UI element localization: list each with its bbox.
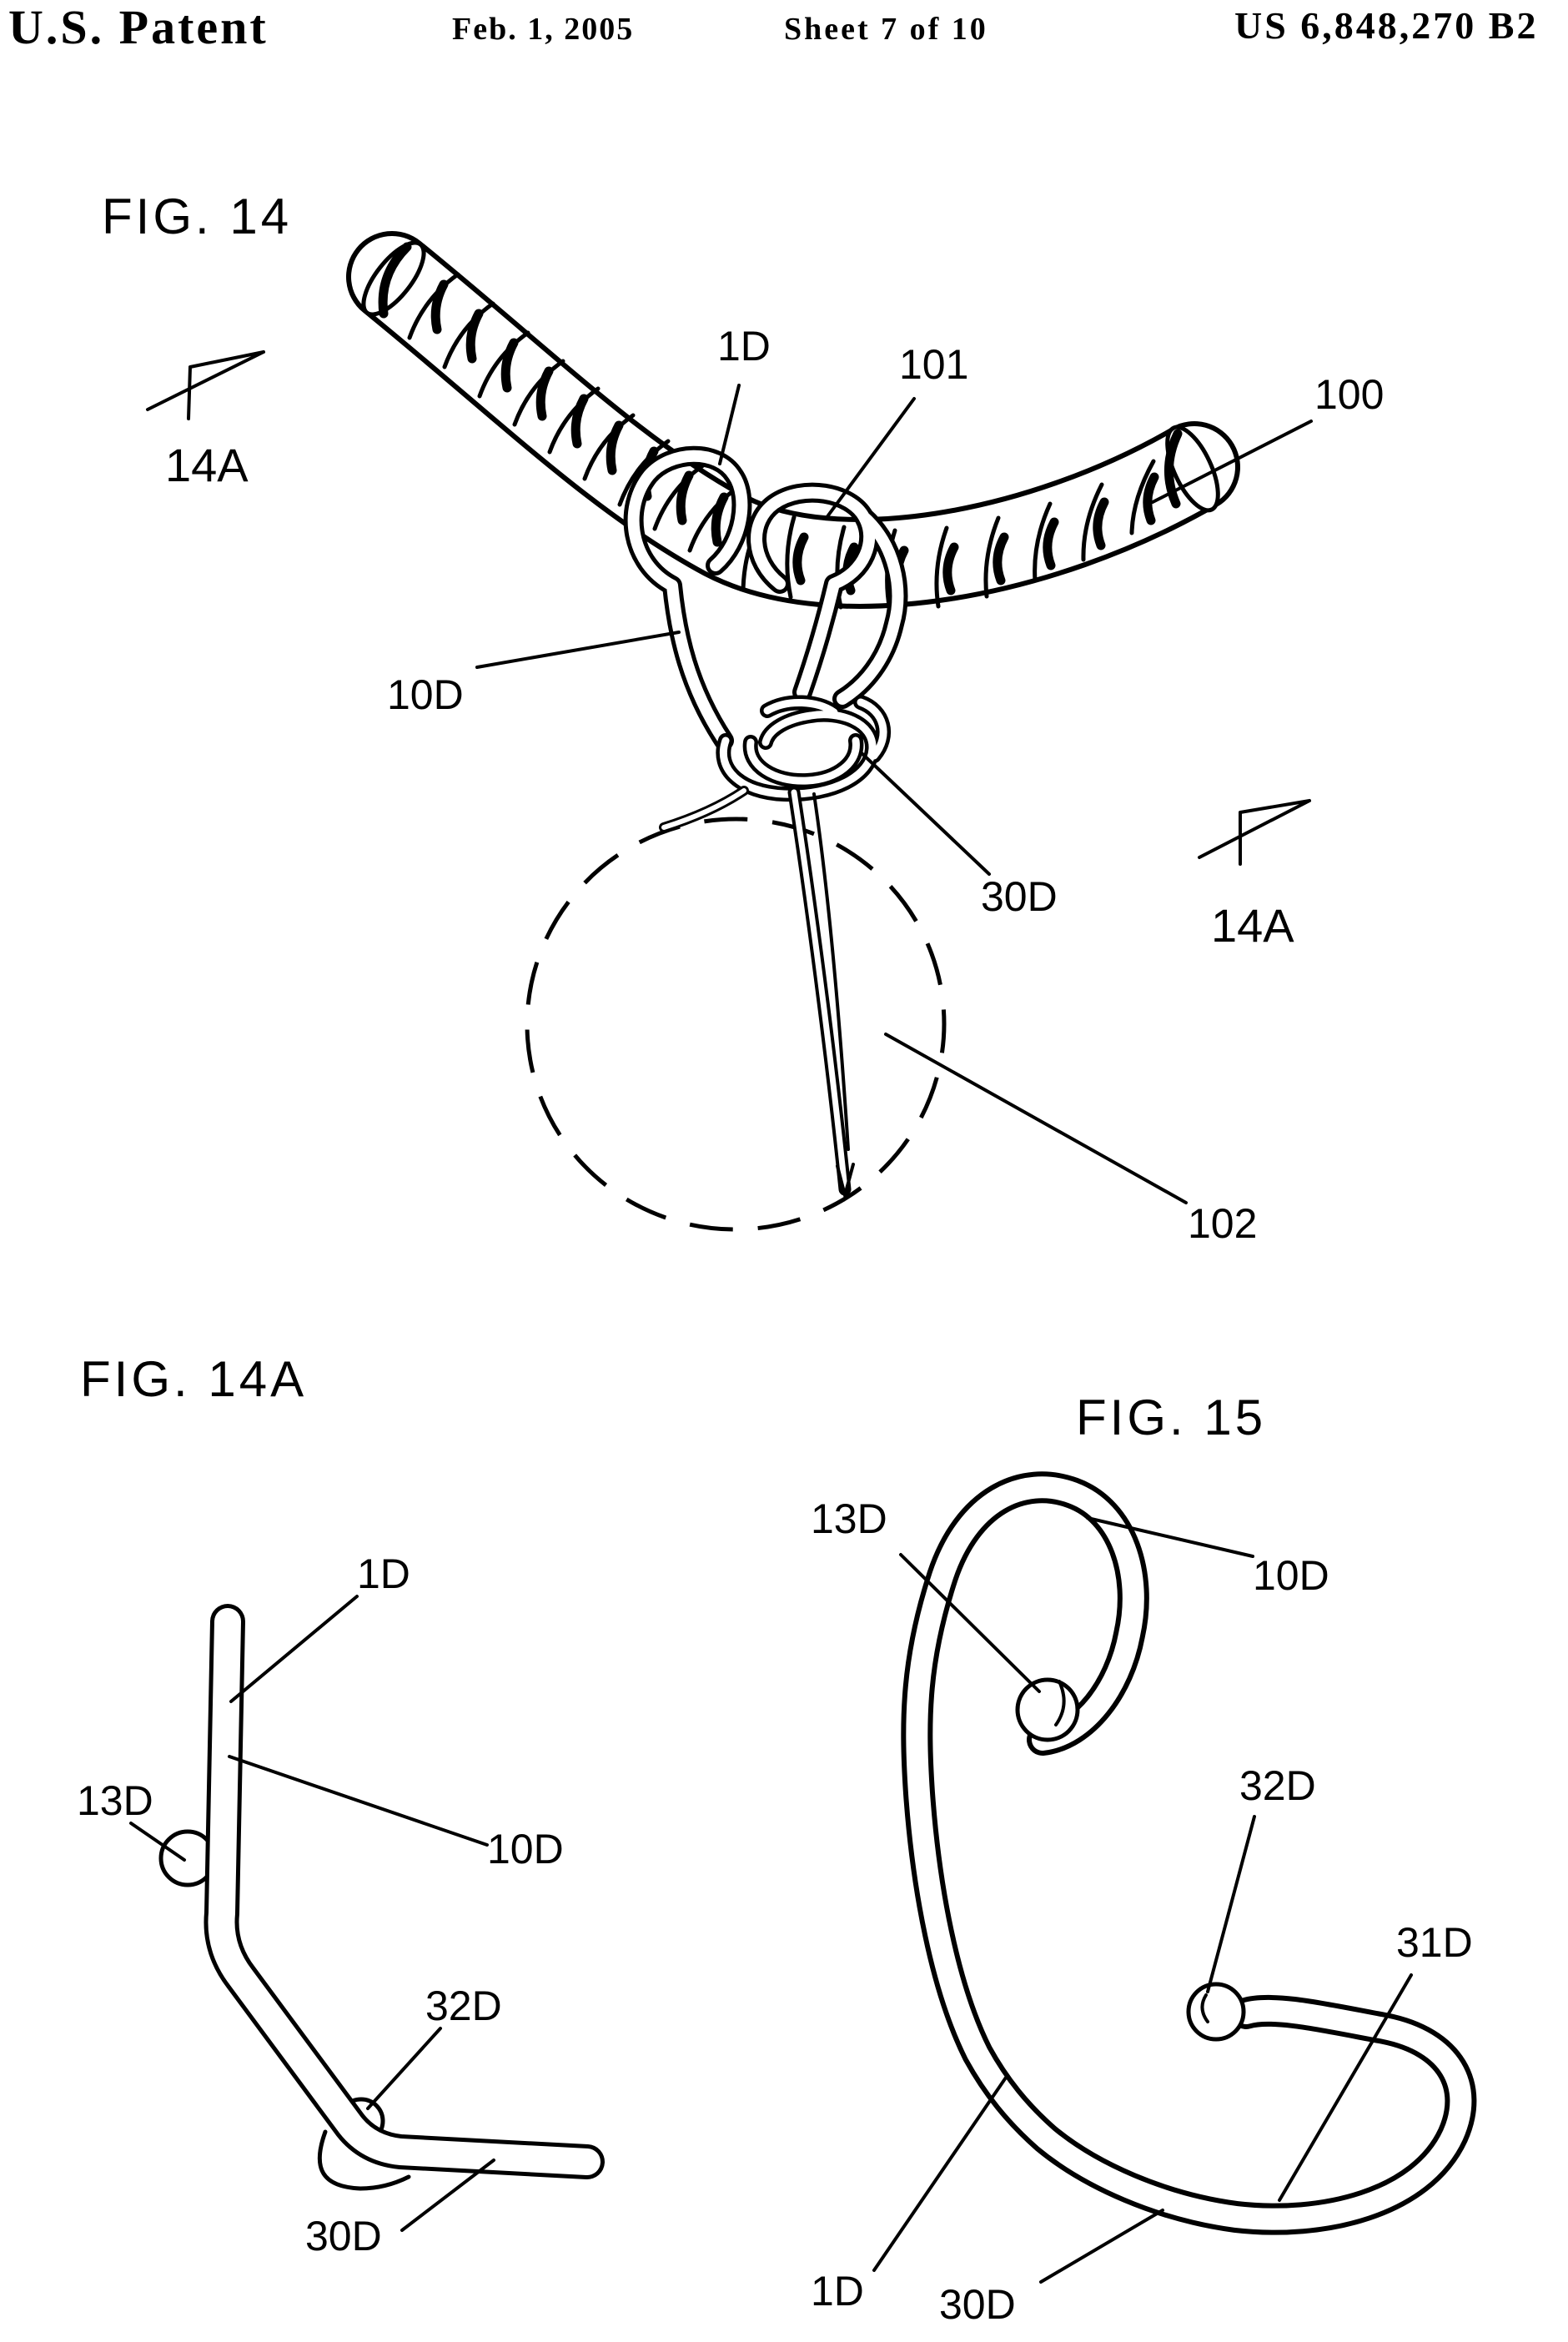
fig14-corrugated-tube <box>353 234 1228 611</box>
fig14a-rod <box>221 1621 587 2189</box>
header-publisher: U.S. Patent <box>8 0 269 54</box>
fig14-ref-101: 101 <box>899 341 969 388</box>
fig14a-ref-32d: 32D <box>425 1983 502 2029</box>
fig15-wire <box>917 1487 1460 2219</box>
fig14a-ref-13d: 13D <box>77 1777 153 1824</box>
fig14-drawing <box>148 234 1311 1247</box>
fig15-ref-30d: 30D <box>939 2281 1016 2328</box>
fig15-ref-1d: 1D <box>811 2268 864 2314</box>
fig14-ref-30d: 30D <box>981 873 1058 920</box>
fig14-title: FIG. 14 <box>102 188 293 244</box>
fig14a-leader-lines <box>131 1596 494 2230</box>
fig14a-drawing <box>131 1596 587 2230</box>
header-patent-number: US 6,848,270 B2 <box>1234 4 1539 47</box>
fig14-needle-tail <box>794 792 853 1195</box>
fig15-title: FIG. 15 <box>1076 1390 1267 1445</box>
fig15-ref-13d: 13D <box>811 1495 887 1542</box>
fig15-ball-13d <box>1018 1680 1078 1740</box>
fig14-section-flag-right <box>1199 801 1309 864</box>
fig14-marker-left: 14A <box>165 439 249 491</box>
fig14-section-flag-left <box>148 352 264 419</box>
fig14-ref-10d: 10D <box>387 671 464 718</box>
fig14-dashed-sac <box>513 805 957 1244</box>
fig15-ref-32d: 32D <box>1239 1762 1316 1809</box>
fig14a-title: FIG. 14A <box>80 1351 308 1407</box>
header-sheet-number: Sheet 7 of 10 <box>784 12 988 47</box>
fig14-ref-1d: 1D <box>717 323 771 369</box>
fig14a-ref-10d: 10D <box>487 1826 564 1872</box>
header-date: Feb. 1, 2005 <box>452 12 635 47</box>
fig15-ball-32d <box>1189 1984 1244 2039</box>
fig15-ref-31d: 31D <box>1396 1919 1473 1966</box>
fig14-ref-102: 102 <box>1188 1200 1258 1247</box>
fig14-ref-100: 100 <box>1314 371 1385 418</box>
fig14a-ref-30d: 30D <box>305 2213 382 2259</box>
fig15-ref-10d: 10D <box>1253 1552 1329 1599</box>
fig15-drawing <box>874 1487 1460 2282</box>
fig14-marker-right: 14A <box>1211 899 1294 952</box>
fig14a-ref-1d: 1D <box>357 1550 410 1597</box>
